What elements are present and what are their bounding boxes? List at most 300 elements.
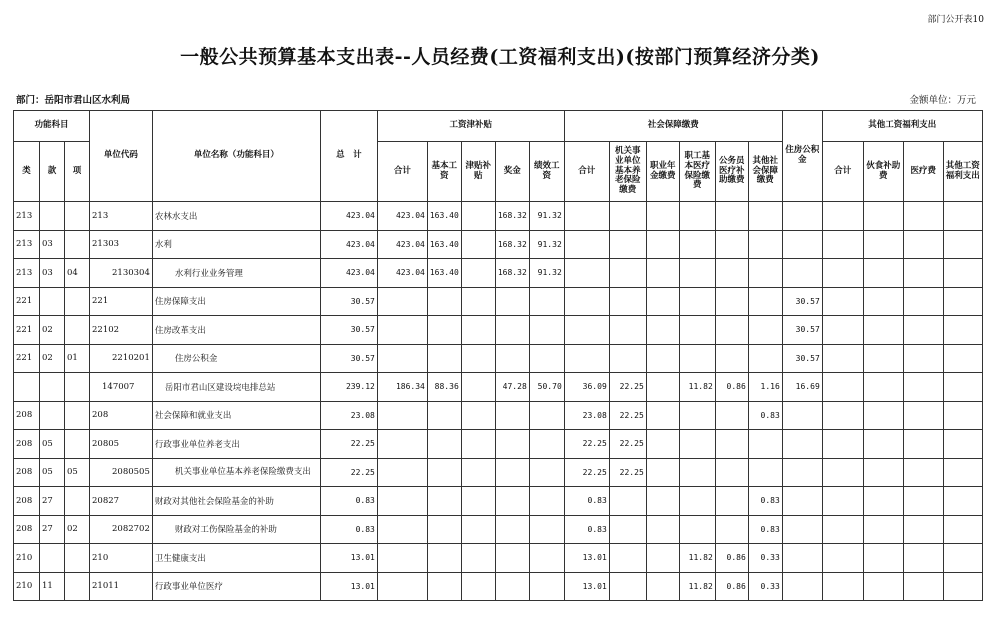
cell-civil-medical: 0.86	[715, 572, 748, 601]
header-other-sum: 合计	[822, 142, 863, 202]
cell-perf-wage	[529, 544, 564, 573]
cell-lei: 221	[14, 344, 40, 373]
cell-housing-fund: 30.57	[782, 316, 822, 345]
cell-other-social: 0.33	[748, 544, 782, 573]
cell-unit-code: 2210201	[90, 344, 153, 373]
cell-other-welfare	[943, 487, 982, 516]
cell-perf-wage: 91.32	[529, 230, 564, 259]
header-medical-fee: 医疗费	[903, 142, 943, 202]
table-row	[14, 487, 983, 516]
cell-perf-wage: 91.32	[529, 202, 564, 231]
cell-kuan: 02	[40, 316, 65, 345]
cell-annuity	[646, 458, 679, 487]
cell-meal	[863, 259, 903, 288]
cell-xiang	[65, 230, 90, 259]
cell-medical-fee	[903, 544, 943, 573]
cell-medical-fee	[903, 487, 943, 516]
header-annuity: 职业年金缴费	[646, 142, 679, 202]
cell-housing-fund	[782, 487, 822, 516]
expenditure-table	[13, 110, 983, 601]
table-row	[14, 544, 983, 573]
cell-meal	[863, 373, 903, 402]
cell-social-sum	[564, 287, 609, 316]
cell-lei: 208	[14, 515, 40, 544]
cell-annuity	[646, 401, 679, 430]
header-kuan: 款	[40, 142, 65, 202]
cell-unit-name: 水利	[152, 230, 320, 259]
header-social-sum: 合计	[564, 142, 609, 202]
cell-wage-sum	[377, 544, 427, 573]
cell-medical-fee	[903, 230, 943, 259]
cell-housing-fund	[782, 202, 822, 231]
cell-bonus: 168.32	[495, 230, 529, 259]
cell-pension	[609, 572, 646, 601]
cell-medical-fee	[903, 287, 943, 316]
cell-xiang	[65, 202, 90, 231]
cell-lei: 208	[14, 458, 40, 487]
cell-other-sum	[822, 344, 863, 373]
cell-perf-wage	[529, 487, 564, 516]
cell-allowance	[461, 544, 495, 573]
cell-other-social: 0.83	[748, 515, 782, 544]
cell-annuity	[646, 487, 679, 516]
cell-other-social	[748, 458, 782, 487]
cell-civil-medical	[715, 430, 748, 459]
cell-allowance	[461, 344, 495, 373]
cell-unit-name: 行政事业单位医疗	[152, 572, 320, 601]
cell-allowance	[461, 202, 495, 231]
cell-other-welfare	[943, 373, 982, 402]
cell-kuan: 05	[40, 430, 65, 459]
cell-medical	[679, 401, 715, 430]
cell-annuity	[646, 287, 679, 316]
cell-basic-wage: 163.40	[427, 202, 461, 231]
cell-housing-fund: 30.57	[782, 287, 822, 316]
cell-social-sum: 23.08	[564, 401, 609, 430]
cell-perf-wage	[529, 316, 564, 345]
cell-total: 22.25	[320, 430, 377, 459]
cell-xiang	[65, 544, 90, 573]
table-row	[14, 572, 983, 601]
cell-civil-medical	[715, 287, 748, 316]
cell-pension: 22.25	[609, 373, 646, 402]
cell-total: 0.83	[320, 515, 377, 544]
cell-other-social: 0.33	[748, 572, 782, 601]
cell-pension	[609, 544, 646, 573]
cell-meal	[863, 430, 903, 459]
cell-total: 13.01	[320, 544, 377, 573]
cell-social-sum: 13.01	[564, 544, 609, 573]
cell-other-sum	[822, 487, 863, 516]
cell-other-sum	[822, 259, 863, 288]
cell-pension	[609, 316, 646, 345]
cell-wage-sum: 423.04	[377, 230, 427, 259]
cell-medical	[679, 287, 715, 316]
cell-total: 30.57	[320, 316, 377, 345]
cell-xiang: 02	[65, 515, 90, 544]
cell-kuan: 27	[40, 515, 65, 544]
cell-other-welfare	[943, 230, 982, 259]
cell-xiang	[65, 572, 90, 601]
cell-basic-wage	[427, 458, 461, 487]
cell-housing-fund	[782, 230, 822, 259]
cell-kuan: 02	[40, 344, 65, 373]
cell-perf-wage	[529, 287, 564, 316]
cell-other-welfare	[943, 544, 982, 573]
cell-civil-medical	[715, 259, 748, 288]
cell-other-welfare	[943, 430, 982, 459]
cell-bonus: 168.32	[495, 259, 529, 288]
cell-basic-wage	[427, 487, 461, 516]
cell-annuity	[646, 572, 679, 601]
cell-meal	[863, 344, 903, 373]
cell-unit-code: 147007	[90, 373, 153, 402]
cell-medical	[679, 259, 715, 288]
cell-bonus	[495, 430, 529, 459]
cell-civil-medical	[715, 458, 748, 487]
cell-medical-fee	[903, 458, 943, 487]
cell-annuity	[646, 544, 679, 573]
cell-xiang: 04	[65, 259, 90, 288]
cell-medical: 11.82	[679, 572, 715, 601]
header-unit-code: 单位代码	[90, 111, 153, 202]
department-label: 部门：岳阳市君山区水利局	[16, 95, 131, 106]
cell-pension: 22.25	[609, 401, 646, 430]
cell-annuity	[646, 259, 679, 288]
table-row	[14, 458, 983, 487]
cell-total: 13.01	[320, 572, 377, 601]
cell-meal	[863, 544, 903, 573]
cell-housing-fund: 16.69	[782, 373, 822, 402]
cell-kuan: 03	[40, 259, 65, 288]
cell-kuan: 03	[40, 230, 65, 259]
cell-total: 22.25	[320, 458, 377, 487]
cell-other-sum	[822, 458, 863, 487]
cell-other-welfare	[943, 287, 982, 316]
cell-annuity	[646, 202, 679, 231]
cell-allowance	[461, 316, 495, 345]
cell-wage-sum	[377, 401, 427, 430]
cell-medical-fee	[903, 202, 943, 231]
cell-unit-name: 岳阳市君山区建设垸电排总站	[152, 373, 320, 402]
cell-other-sum	[822, 373, 863, 402]
cell-pension	[609, 344, 646, 373]
cell-pension	[609, 230, 646, 259]
cell-social-sum: 0.83	[564, 515, 609, 544]
cell-medical: 11.82	[679, 544, 715, 573]
cell-civil-medical	[715, 401, 748, 430]
cell-unit-name: 住房改革支出	[152, 316, 320, 345]
cell-medical-fee	[903, 316, 943, 345]
table-row	[14, 316, 983, 345]
cell-kuan	[40, 202, 65, 231]
cell-other-sum	[822, 544, 863, 573]
cell-medical-fee	[903, 515, 943, 544]
cell-other-welfare	[943, 401, 982, 430]
cell-other-welfare	[943, 572, 982, 601]
cell-unit-code: 2130304	[90, 259, 153, 288]
cell-pension	[609, 515, 646, 544]
cell-total: 30.57	[320, 344, 377, 373]
cell-other-social	[748, 316, 782, 345]
cell-unit-code: 208	[90, 401, 153, 430]
cell-bonus	[495, 458, 529, 487]
cell-perf-wage: 50.70	[529, 373, 564, 402]
cell-lei: 221	[14, 316, 40, 345]
cell-lei: 221	[14, 287, 40, 316]
cell-unit-code: 221	[90, 287, 153, 316]
cell-basic-wage: 88.36	[427, 373, 461, 402]
header-func-subject: 功能科目	[14, 111, 90, 142]
cell-basic-wage	[427, 515, 461, 544]
cell-medical-fee	[903, 344, 943, 373]
header-other-group: 其他工资福利支出	[822, 111, 982, 142]
cell-medical-fee	[903, 572, 943, 601]
cell-perf-wage	[529, 572, 564, 601]
cell-bonus	[495, 544, 529, 573]
cell-perf-wage: 91.32	[529, 259, 564, 288]
table-row	[14, 202, 983, 231]
cell-lei: 213	[14, 230, 40, 259]
cell-basic-wage: 163.40	[427, 230, 461, 259]
cell-total: 30.57	[320, 287, 377, 316]
cell-unit-code: 21303	[90, 230, 153, 259]
cell-kuan: 11	[40, 572, 65, 601]
cell-meal	[863, 487, 903, 516]
cell-basic-wage	[427, 430, 461, 459]
cell-housing-fund	[782, 544, 822, 573]
cell-lei: 210	[14, 544, 40, 573]
header-housing-fund: 住房公积金	[782, 111, 822, 202]
cell-kuan	[40, 401, 65, 430]
cell-other-social	[748, 344, 782, 373]
cell-unit-name: 卫生健康支出	[152, 544, 320, 573]
cell-social-sum	[564, 202, 609, 231]
cell-other-social: 0.83	[748, 487, 782, 516]
cell-total: 423.04	[320, 202, 377, 231]
cell-basic-wage	[427, 572, 461, 601]
cell-other-social	[748, 230, 782, 259]
cell-other-welfare	[943, 202, 982, 231]
table-row	[14, 401, 983, 430]
cell-social-sum: 13.01	[564, 572, 609, 601]
header-bonus: 奖金	[495, 142, 529, 202]
header-wage-sum: 合计	[377, 142, 427, 202]
header-basic-wage: 基本工资	[427, 142, 461, 202]
header-unit-name: 单位名称（功能科目）	[152, 111, 320, 202]
cell-wage-sum: 186.34	[377, 373, 427, 402]
header-allowance: 津贴补贴	[461, 142, 495, 202]
cell-housing-fund	[782, 401, 822, 430]
cell-other-social	[748, 202, 782, 231]
cell-wage-sum: 423.04	[377, 259, 427, 288]
cell-medical: 11.82	[679, 373, 715, 402]
cell-other-sum	[822, 572, 863, 601]
cell-other-social	[748, 259, 782, 288]
cell-social-sum	[564, 344, 609, 373]
cell-basic-wage	[427, 287, 461, 316]
cell-medical	[679, 515, 715, 544]
cell-wage-sum	[377, 487, 427, 516]
cell-xiang: 01	[65, 344, 90, 373]
cell-xiang	[65, 401, 90, 430]
cell-meal	[863, 515, 903, 544]
cell-social-sum: 22.25	[564, 458, 609, 487]
cell-annuity	[646, 316, 679, 345]
cell-unit-code: 20827	[90, 487, 153, 516]
cell-bonus: 168.32	[495, 202, 529, 231]
cell-allowance	[461, 572, 495, 601]
cell-other-social: 0.83	[748, 401, 782, 430]
cell-wage-sum	[377, 572, 427, 601]
cell-pension	[609, 202, 646, 231]
cell-xiang	[65, 487, 90, 516]
cell-medical-fee	[903, 401, 943, 430]
table-row	[14, 287, 983, 316]
cell-social-sum: 22.25	[564, 430, 609, 459]
cell-medical	[679, 316, 715, 345]
cell-other-welfare	[943, 259, 982, 288]
table-row	[14, 259, 983, 288]
cell-allowance	[461, 230, 495, 259]
amount-unit-label: 金额单位：万元	[909, 95, 976, 106]
cell-perf-wage	[529, 401, 564, 430]
cell-other-sum	[822, 316, 863, 345]
cell-bonus	[495, 316, 529, 345]
cell-unit-code: 2082702	[90, 515, 153, 544]
header-lei: 类	[14, 142, 40, 202]
cell-civil-medical	[715, 344, 748, 373]
cell-lei: 213	[14, 202, 40, 231]
cell-lei: 208	[14, 401, 40, 430]
cell-bonus	[495, 287, 529, 316]
cell-bonus	[495, 572, 529, 601]
header-social-group: 社会保障缴费	[564, 111, 782, 142]
cell-unit-code: 213	[90, 202, 153, 231]
cell-medical	[679, 344, 715, 373]
cell-pension: 22.25	[609, 458, 646, 487]
cell-wage-sum	[377, 287, 427, 316]
cell-allowance	[461, 458, 495, 487]
cell-unit-name: 住房公积金	[152, 344, 320, 373]
cell-other-welfare	[943, 316, 982, 345]
cell-kuan: 05	[40, 458, 65, 487]
table-row	[14, 515, 983, 544]
cell-allowance	[461, 287, 495, 316]
cell-bonus	[495, 344, 529, 373]
cell-housing-fund	[782, 259, 822, 288]
table-row	[14, 344, 983, 373]
cell-lei: 210	[14, 572, 40, 601]
cell-civil-medical	[715, 515, 748, 544]
cell-meal	[863, 287, 903, 316]
cell-basic-wage	[427, 344, 461, 373]
cell-unit-name: 水利行业业务管理	[152, 259, 320, 288]
cell-allowance	[461, 401, 495, 430]
cell-housing-fund	[782, 515, 822, 544]
cell-unit-name: 住房保障支出	[152, 287, 320, 316]
header-other-welfare: 其他工资福利支出	[943, 142, 982, 202]
cell-unit-code: 20805	[90, 430, 153, 459]
cell-medical	[679, 202, 715, 231]
cell-bonus	[495, 487, 529, 516]
cell-other-social	[748, 287, 782, 316]
cell-unit-code: 21011	[90, 572, 153, 601]
cell-basic-wage	[427, 544, 461, 573]
cell-total: 423.04	[320, 230, 377, 259]
cell-xiang	[65, 287, 90, 316]
cell-meal	[863, 572, 903, 601]
cell-social-sum: 0.83	[564, 487, 609, 516]
cell-meal	[863, 458, 903, 487]
cell-total: 423.04	[320, 259, 377, 288]
header-wage-group: 工资津补贴	[377, 111, 564, 142]
cell-meal	[863, 230, 903, 259]
cell-meal	[863, 316, 903, 345]
cell-other-sum	[822, 430, 863, 459]
cell-wage-sum	[377, 458, 427, 487]
table-row	[14, 230, 983, 259]
cell-medical	[679, 430, 715, 459]
cell-civil-medical: 0.86	[715, 373, 748, 402]
cell-pension: 22.25	[609, 430, 646, 459]
cell-perf-wage	[529, 458, 564, 487]
header-total: 总 计	[320, 111, 377, 202]
header-pension: 机关事业单位基本养老保险缴费	[609, 142, 646, 202]
cell-annuity	[646, 373, 679, 402]
cell-wage-sum	[377, 515, 427, 544]
cell-pension	[609, 287, 646, 316]
cell-other-sum	[822, 287, 863, 316]
cell-housing-fund	[782, 572, 822, 601]
cell-wage-sum	[377, 430, 427, 459]
cell-unit-code: 210	[90, 544, 153, 573]
cell-other-sum	[822, 515, 863, 544]
cell-meal	[863, 401, 903, 430]
cell-medical-fee	[903, 259, 943, 288]
cell-bonus	[495, 401, 529, 430]
cell-unit-name: 财政对工伤保险基金的补助	[152, 515, 320, 544]
cell-kuan	[40, 544, 65, 573]
cell-total: 23.08	[320, 401, 377, 430]
cell-social-sum: 36.09	[564, 373, 609, 402]
cell-wage-sum: 423.04	[377, 202, 427, 231]
header-xiang: 项	[65, 142, 90, 202]
cell-perf-wage	[529, 344, 564, 373]
header-civil-medical: 公务员医疗补助缴费	[715, 142, 748, 202]
cell-housing-fund	[782, 430, 822, 459]
cell-other-sum	[822, 401, 863, 430]
cell-xiang	[65, 430, 90, 459]
cell-medical	[679, 487, 715, 516]
cell-civil-medical	[715, 230, 748, 259]
cell-unit-name: 农林水支出	[152, 202, 320, 231]
cell-perf-wage	[529, 515, 564, 544]
cell-unit-code: 22102	[90, 316, 153, 345]
cell-xiang	[65, 373, 90, 402]
header-perf-wage: 绩效工资	[529, 142, 564, 202]
form-number: 部门公开表10	[927, 15, 984, 25]
cell-xiang	[65, 316, 90, 345]
cell-other-sum	[822, 230, 863, 259]
cell-unit-name: 机关事业单位基本养老保险缴费支出	[152, 458, 320, 487]
cell-meal	[863, 202, 903, 231]
cell-unit-name: 行政事业单位养老支出	[152, 430, 320, 459]
cell-annuity	[646, 430, 679, 459]
cell-social-sum	[564, 259, 609, 288]
cell-wage-sum	[377, 316, 427, 345]
cell-bonus: 47.28	[495, 373, 529, 402]
